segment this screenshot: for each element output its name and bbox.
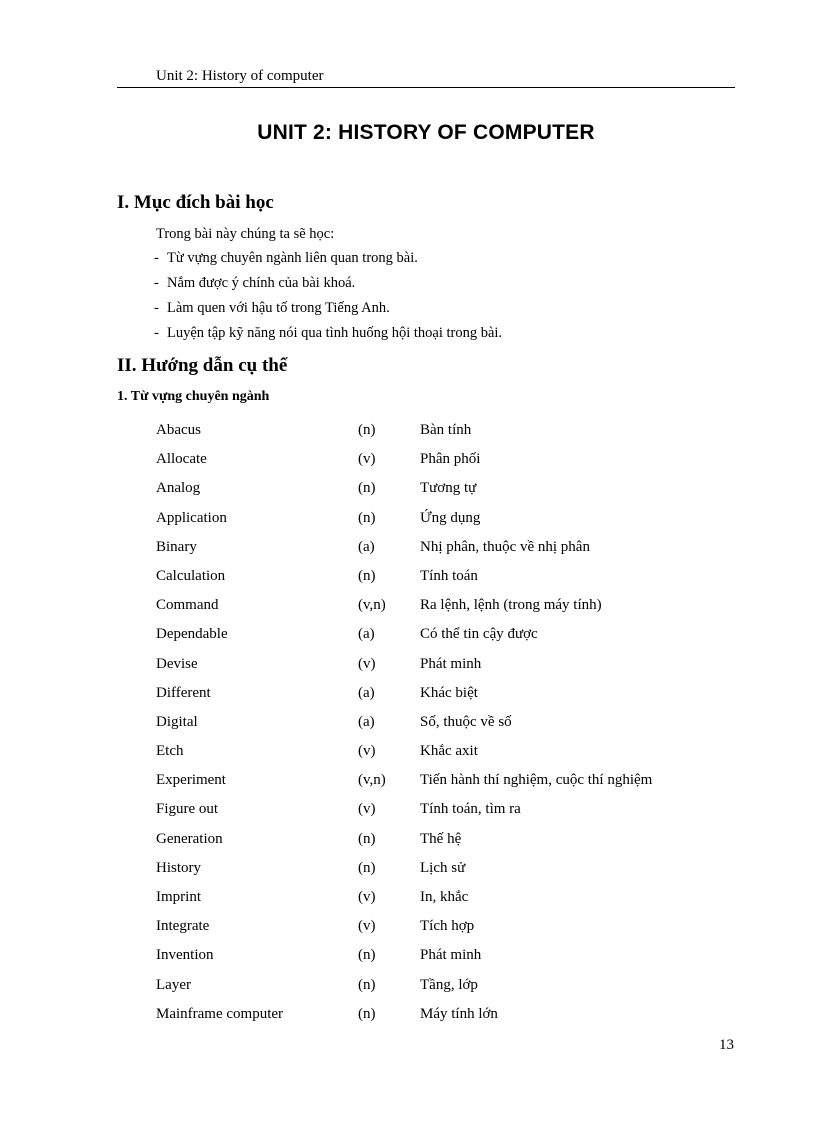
vocab-word: Imprint [156, 889, 201, 905]
section-heading-guide: II. Hướng dẫn cụ thể [117, 355, 288, 376]
vocab-word: Command [156, 597, 219, 614]
table-row [156, 538, 652, 567]
objectives-list [154, 250, 502, 350]
vocab-word: Calculation [156, 567, 226, 584]
list-item-text: Nắm được ý chính của bài khoá. [167, 275, 356, 291]
vocab-pos: (v) [358, 655, 376, 672]
vocab-meaning: Phát minh [420, 947, 482, 964]
vocab-meaning: Máy tính lớn [420, 1005, 498, 1022]
vocab-pos: (n) [358, 859, 376, 876]
table-row [156, 421, 652, 450]
subsection-heading-vocabulary: 1. Từ vựng chuyên ngành [117, 389, 270, 404]
vocab-word: Figure out [156, 801, 219, 818]
list-item-text: Từ vựng chuyên ngành liên quan trong bài. [167, 250, 418, 266]
vocab-word: Binary [156, 538, 197, 555]
vocab-word: Generation [156, 830, 223, 847]
vocab-meaning: Tiến hành thí nghiệm, cuộc thí nghiệm [420, 772, 653, 789]
list-item-text: Làm quen với hậu tố trong Tiếng Anh. [167, 300, 390, 316]
vocab-pos: (v) [358, 801, 376, 818]
list-item-text: Luyện tập kỹ năng nói qua tình huống hội thoại trong bài. [167, 325, 503, 341]
vocab-meaning: Tính toán, tìm ra [420, 801, 521, 818]
table-row [156, 917, 652, 946]
table-row [156, 713, 652, 742]
vocab-pos: (v) [358, 889, 376, 905]
vocab-meaning: Ra lệnh, lệnh (trong máy tính) [420, 597, 602, 614]
vocab-word: Experiment [156, 772, 226, 789]
vocab-pos: (a) [358, 684, 375, 701]
vocab-word: Invention [156, 947, 214, 964]
table-row [156, 509, 652, 538]
vocab-word: Application [156, 509, 227, 526]
table-row [156, 1005, 652, 1034]
vocab-word: Abacus [156, 422, 201, 438]
vocab-meaning: In, khắc [420, 889, 469, 905]
running-header: Unit 2: History of computer [156, 68, 324, 84]
table-row [156, 450, 652, 479]
vocab-meaning: Ứng dụng [420, 509, 481, 526]
vocab-pos: (a) [358, 626, 375, 643]
vocab-pos: (n) [358, 830, 376, 847]
vocab-pos: (v,n) [358, 772, 386, 789]
vocabulary-table [156, 421, 652, 1034]
vocab-pos: (n) [358, 567, 376, 584]
vocab-word: Analog [156, 480, 201, 497]
table-row [156, 684, 652, 713]
vocab-word: Mainframe computer [156, 1005, 284, 1022]
vocab-word: Dependable [156, 626, 228, 643]
page-title: UNIT 2: HISTORY OF COMPUTER [257, 121, 595, 144]
table-row [156, 655, 652, 684]
vocab-meaning: Tích hợp [420, 918, 475, 935]
table-row [156, 888, 652, 917]
table-row [156, 742, 652, 771]
vocab-word: History [156, 859, 201, 876]
vocab-meaning: Tính toán [420, 567, 478, 584]
vocab-pos: (n) [358, 976, 376, 993]
vocab-pos: (a) [358, 713, 375, 730]
vocab-pos: (v) [358, 743, 376, 760]
vocab-word: Devise [156, 655, 198, 672]
vocab-meaning: Nhị phân, thuộc về nhị phân [420, 538, 590, 555]
vocab-pos: (n) [358, 947, 376, 964]
vocab-word: Integrate [156, 918, 210, 935]
vocab-meaning: Lịch sử [420, 859, 466, 876]
table-row [156, 625, 652, 654]
section-heading-purpose: I. Mục đích bài học [117, 192, 274, 213]
table-row [156, 800, 652, 829]
vocab-meaning: Khác biệt [420, 684, 478, 701]
vocab-word: Etch [156, 743, 184, 760]
vocab-meaning: Phân phối [420, 451, 481, 468]
page-number: 13 [719, 1037, 734, 1053]
vocab-pos: (n) [358, 480, 376, 497]
table-row [156, 946, 652, 975]
vocab-pos: (a) [358, 538, 375, 555]
vocab-pos: (v) [358, 451, 376, 468]
table-row [156, 771, 652, 800]
intro-text: Trong bài này chúng ta sẽ học: [156, 226, 335, 242]
table-row [156, 596, 652, 625]
vocab-pos: (n) [358, 509, 376, 526]
table-row [156, 479, 652, 508]
vocab-meaning: Phát minh [420, 655, 482, 672]
list-item: - Luyện tập kỹ năng nói qua tình huống hội thoại trong bài. [154, 325, 503, 341]
vocab-meaning: Thế hệ [420, 830, 462, 847]
vocab-meaning: Khắc axit [420, 743, 478, 760]
vocab-pos: (n) [358, 422, 376, 438]
vocab-word: Allocate [156, 451, 207, 468]
vocab-meaning: Tương tự [420, 480, 477, 497]
vocab-word: Different [156, 684, 211, 701]
vocab-meaning: Bàn tính [420, 422, 472, 438]
table-row [156, 859, 652, 888]
list-item: - Từ vựng chuyên ngành liên quan trong bài. [154, 250, 418, 266]
vocab-meaning: Có thể tin cậy được [420, 626, 538, 643]
table-row [156, 830, 652, 859]
vocab-pos: (n) [358, 1005, 376, 1022]
table-row [156, 567, 652, 596]
vocab-pos: (v) [358, 918, 376, 935]
vocab-pos: (v,n) [358, 597, 386, 614]
table-row [156, 976, 652, 1005]
vocab-meaning: Tầng, lớp [420, 976, 478, 993]
vocab-meaning: Số, thuộc về số [420, 713, 512, 730]
list-item: - Làm quen với hậu tố trong Tiếng Anh. [154, 300, 390, 316]
list-item: - Nắm được ý chính của bài khoá. [154, 275, 356, 291]
vocab-word: Digital [156, 713, 198, 730]
header-rule [117, 87, 735, 88]
vocab-word: Layer [156, 976, 191, 993]
